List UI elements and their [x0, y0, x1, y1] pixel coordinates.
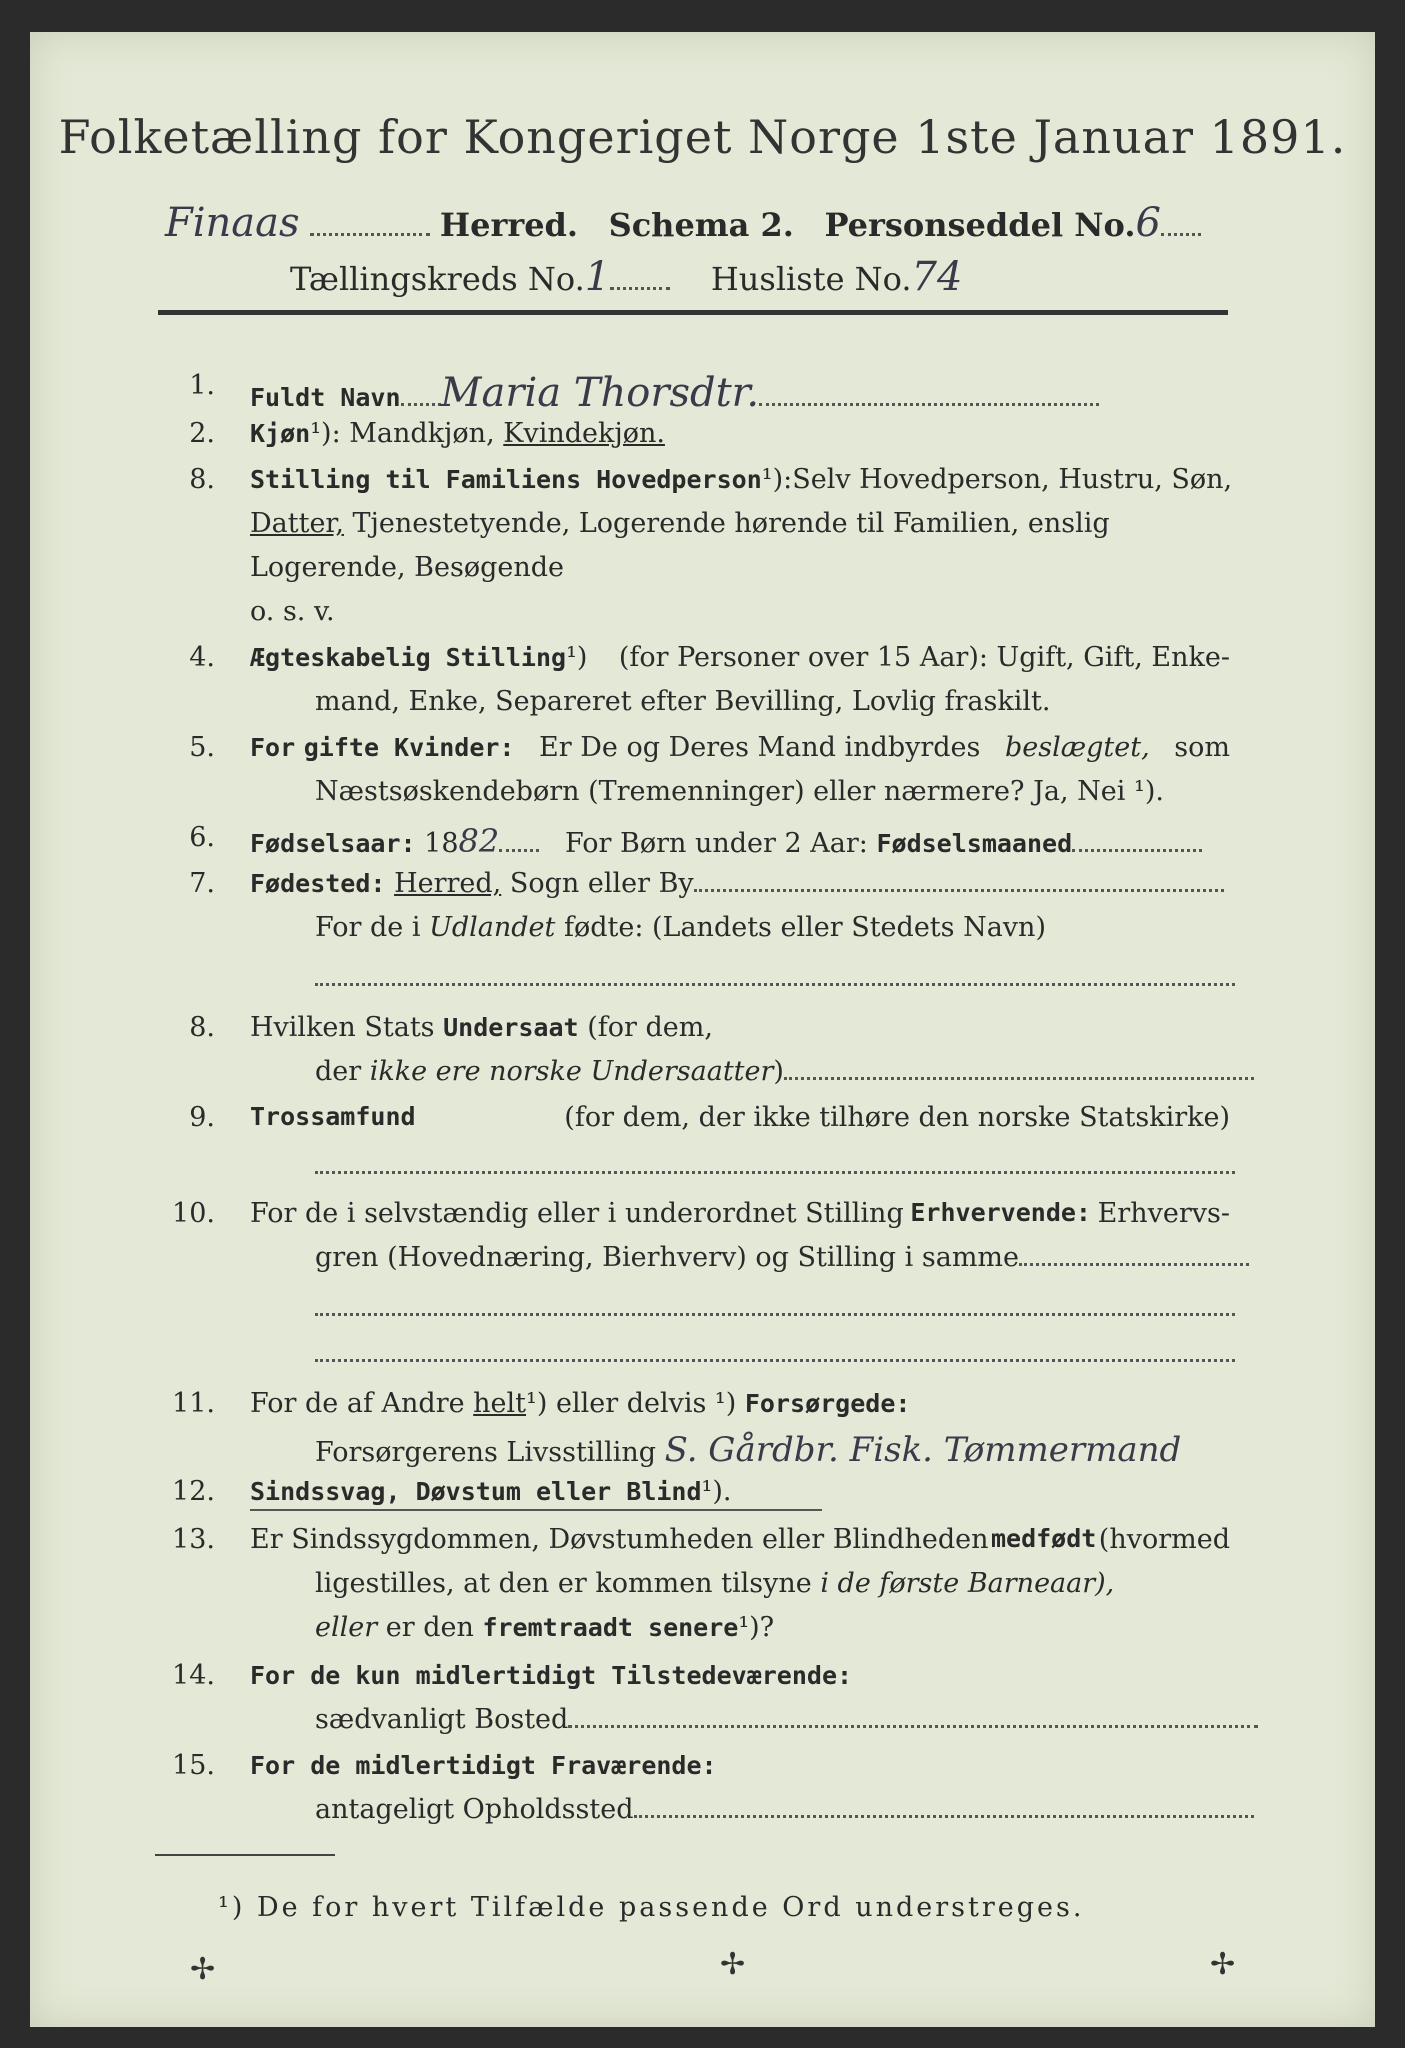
header-line-2 [290, 254, 962, 300]
registration-mark-icon: ✢ [720, 1947, 746, 1982]
header-line-1 [165, 200, 1201, 246]
header-rule [158, 310, 1228, 315]
gender-underlined: Kvindekjøn. [503, 418, 665, 449]
registration-mark-icon: ✢ [190, 1952, 216, 1987]
census-form: Folketælling for Kongeriget Norge 1ste Januar 1891. Finaas Herred. Schema 2. Personseddel No.6 Tællingskreds No.1 Husliste No.74 1. Fuldt Navn Maria Thorsdtr. 2. Kjøn¹): Mandkjøn, Kvindekjøn. 8. Stilling til Familiens Hovedperson¹): Selv Hovedperson, Hustru, Søn, Datter, Tjenestetyende, Logerende hørende til Familien, enslig Logerende, Besøgende o. s. v. 4. Ægteskabelig Stilling¹) (for Personer over 15 Aar): Ugift, Gift, Enke- mand, Enke, Separeret efter Bevilling, Lovlig fraskilt. 5. For gifte Kvinder: Er De og Deres Mand indbyrdes beslægtet, som Næstsøskendebørn (Tremenninger) eller nærmere? Ja, Nei ¹). 6. Fødselsaar: 1882 For Børn under 2 Aar: Fødselsmaaned 7. Fødested: Herred, Sogn eller By For de i Udlandet fødte: (Landets eller Stedets Navn) 8. Hvilken Stats Undersaat (for dem, der ikke ere norske Undersaatter) 9. Trossamfund (for dem, der ikke tilhøre den norske Statskirke) 10. For de i selvstændig eller i underordnet Stilling Erhvervende: Erhvervs- gren (Hovednæring, Bierhverv) og Stilling i samme 11. For de af Andre helt¹) eller delvis ¹) Forsørgede: Forsørgerens Livsstilling S. Gårdbr. Fisk. Tømmermand 12. Sindssvag, Døvstum eller Blind¹). 13. Er Sindssygdommen, Døvstumheden eller Blindheden medfødt (hvormed ligestilles, at den er kommen tilsyne i de første Barneaar), eller er den fremtraadt senere¹)? 14. For de kun midlertidigt Tilstedeværende: sædvanligt Bosted 15. For de midlertidigt Fraværende: antageligt Opholdssted ¹) De for hvert Tilfælde passende Ord understreges. ✢ ✢ ✢ [30, 32, 1375, 2027]
full-name-value: Maria Thorsdtr. [440, 370, 760, 416]
personseddel-label: Personseddel No. [824, 206, 1136, 244]
herred-handwritten: Finaas [165, 200, 300, 246]
provider-occupation-value: S. Gårdbr. Fisk. Tømmermand [664, 1430, 1182, 1470]
husliste-value: 74 [911, 254, 963, 300]
form-title: Folketælling for Kongeriget Norge 1ste Januar 1891. [58, 110, 1347, 164]
schema-label: Schema 2. [608, 206, 794, 244]
kreds-label: Tællingskreds No. [290, 260, 585, 298]
footnote: ¹) De for hvert Tilfælde passende Ord understreges. [218, 1892, 1085, 1923]
kreds-value: 1 [584, 254, 611, 300]
support-underlined: helt [473, 1388, 527, 1419]
husliste-label: Husliste No. [710, 260, 912, 298]
personseddel-value: 6 [1135, 200, 1161, 246]
footnote-rule [155, 1854, 335, 1856]
herred-label: Herred. [439, 206, 579, 244]
relation-underlined: Datter, [250, 508, 344, 539]
birth-year-value: 82 [458, 822, 500, 860]
birthplace-underlined: Herred, [394, 868, 502, 899]
registration-mark-icon: ✢ [1210, 1947, 1236, 1982]
